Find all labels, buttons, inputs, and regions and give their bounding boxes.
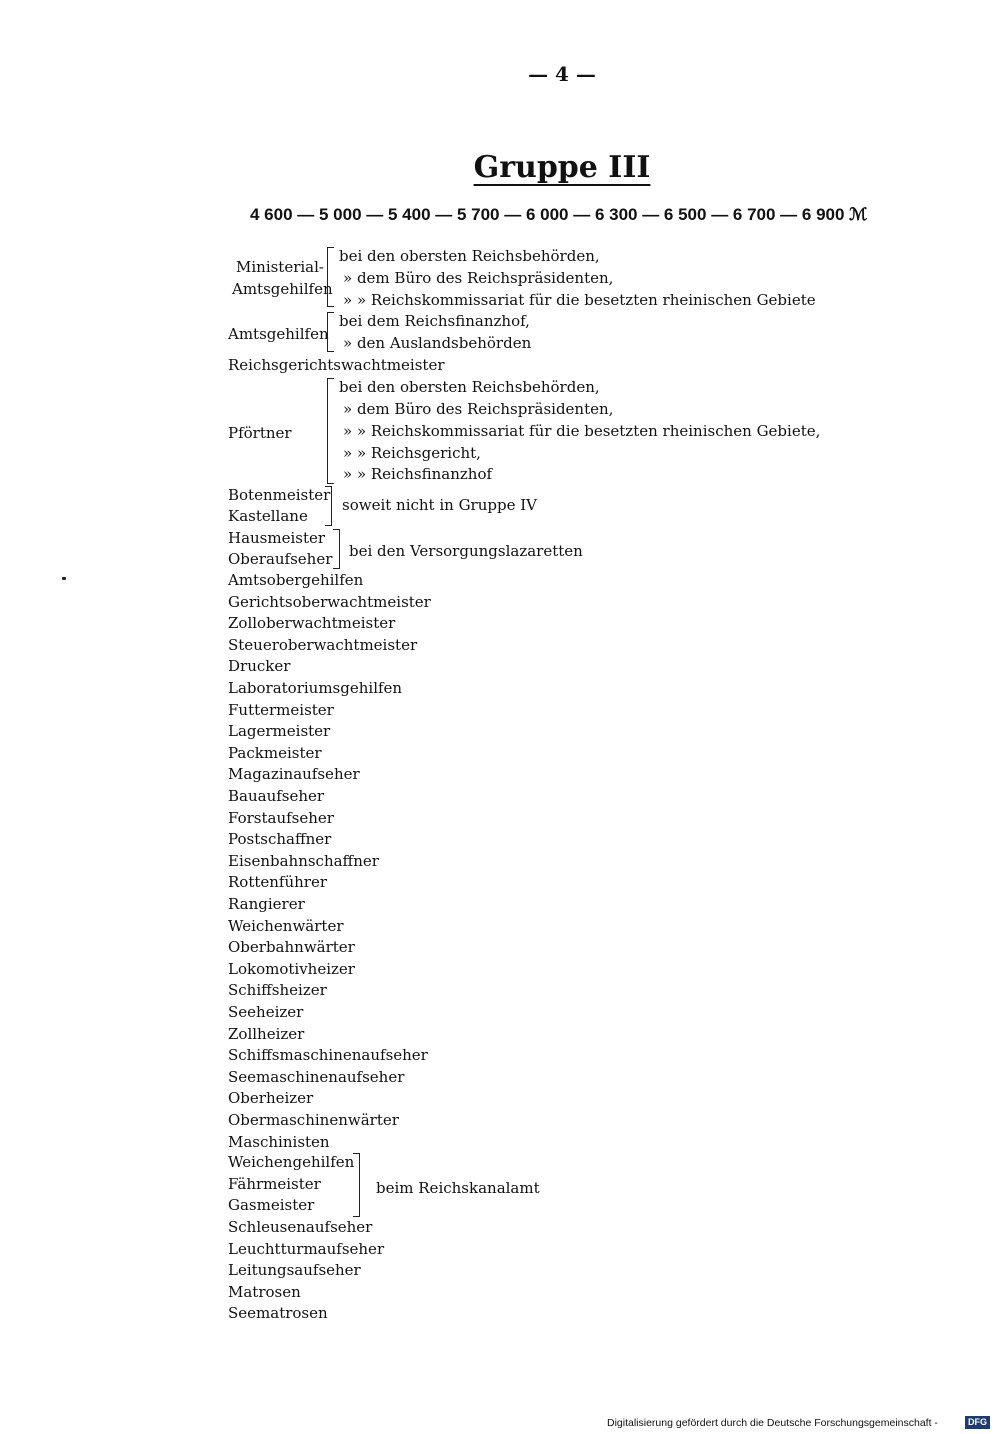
job-title: Schiffsheizer bbox=[228, 981, 327, 1000]
job-title: Postschaffner bbox=[228, 830, 332, 849]
gasmeister-label: Gasmeister bbox=[228, 1196, 315, 1214]
job-title: Oberbahnwärter bbox=[228, 938, 355, 957]
pfoertner-label: Pförtner bbox=[228, 424, 292, 442]
job-title: Seeheizer bbox=[228, 1003, 304, 1021]
amtsgehilfen-brace bbox=[327, 312, 334, 352]
page-number: — 4 — bbox=[528, 62, 596, 86]
botenmeister-note: soweit nicht in Gruppe IV bbox=[342, 496, 537, 514]
salary-scale: 4 600 — 5 000 — 5 400 — 5 700 — 6 000 — 6 300 — 6 500 — 6 700 — 6 900 ℳ bbox=[250, 205, 868, 224]
hausmeister-brace bbox=[333, 529, 340, 569]
job-title: Lagermeister bbox=[228, 722, 331, 741]
job-title: Eisenbahnschaffner bbox=[228, 851, 379, 870]
job-title: Laboratoriumsgehilfen bbox=[228, 679, 403, 697]
job-title: Schleusenaufseher bbox=[228, 1218, 373, 1236]
pfoertner-line-3: » » Reichskommissariat für die besetzten rheinischen Gebiete, bbox=[343, 422, 821, 440]
job-title: Gerichtsoberwachtmeister bbox=[228, 592, 431, 611]
hausmeister-note: bei den Versorgungslazaretten bbox=[349, 542, 583, 560]
job-title: Weichenwärter bbox=[228, 916, 344, 935]
job-title: Schiffsmaschinenaufseher bbox=[228, 1046, 428, 1065]
page-title: Gruppe III bbox=[473, 150, 651, 185]
ministerial-line-2: » dem Büro des Reichspräsidenten, bbox=[343, 269, 614, 287]
job-title: Packmeister bbox=[228, 743, 322, 762]
job-title: Drucker bbox=[228, 657, 291, 676]
job-title: Zollheizer bbox=[228, 1024, 305, 1043]
amtsgehilfen-line-1: bei dem Reichsfinanzhof, bbox=[339, 312, 530, 330]
job-title: Oberheizer bbox=[228, 1089, 314, 1108]
job-title: Futtermeister bbox=[228, 700, 334, 719]
kanalamt-note: beim Reichskanalamt bbox=[376, 1179, 540, 1197]
job-title: Obermaschinenwärter bbox=[228, 1111, 399, 1129]
ministerial-line-3: » » Reichskommissariat für die besetzten rheinischen Gebiete bbox=[343, 291, 816, 309]
job-title: Leuchtturmaufseher bbox=[228, 1239, 385, 1258]
job-title: Maschinisten bbox=[228, 1132, 330, 1151]
pfoertner-line-2: » dem Büro des Reichspräsidenten, bbox=[343, 400, 614, 418]
job-title: Forstaufseher bbox=[228, 808, 334, 827]
job-title: Bauaufseher bbox=[228, 787, 325, 805]
pfoertner-line-1: bei den obersten Reichsbehörden, bbox=[339, 378, 600, 396]
dfg-logo: DFG bbox=[965, 1416, 990, 1429]
ministerial-label-2: Amtsgehilfen bbox=[232, 280, 333, 298]
amtsgehilfen-line-2: » den Auslandsbehörden bbox=[343, 334, 532, 352]
job-title: Lokomotivheizer bbox=[228, 959, 355, 978]
footer-credit: Digitalisierung gefördert durch die Deutsche Forschungsgemeinschaft - bbox=[607, 1417, 938, 1429]
job-title: Magazinaufseher bbox=[228, 765, 360, 784]
job-title: Rangierer bbox=[228, 895, 305, 913]
job-title: Zolloberwachtmeister bbox=[228, 614, 396, 633]
faehrmeister-label: Fährmeister bbox=[228, 1175, 321, 1193]
ministerial-label-1: Ministerial- bbox=[236, 258, 324, 276]
job-title: Rottenführer bbox=[228, 873, 328, 892]
amtsgehilfen-label: Amtsgehilfen bbox=[228, 325, 329, 343]
weichengehilfen-label: Weichengehilfen bbox=[228, 1153, 355, 1171]
job-title: Seematrosen bbox=[228, 1304, 328, 1322]
job-title: Steueroberwachtmeister bbox=[228, 635, 418, 654]
pfoertner-line-4: » » Reichsgericht, bbox=[343, 444, 481, 462]
oberaufseher-label: Oberaufseher bbox=[228, 550, 333, 568]
hausmeister-label: Hausmeister bbox=[228, 529, 326, 547]
reichsgerichtswachtmeister: Reichsgerichtswachtmeister bbox=[228, 356, 445, 374]
job-title: Amtsobergehilfen bbox=[228, 571, 364, 589]
ministerial-line-1: bei den obersten Reichsbehörden, bbox=[339, 247, 600, 265]
botenmeister-brace bbox=[325, 486, 332, 526]
pfoertner-brace bbox=[327, 378, 334, 484]
pfoertner-line-5: » » Reichsfinanzhof bbox=[343, 465, 493, 483]
job-title: Leitungsaufseher bbox=[228, 1261, 361, 1279]
scan-speck bbox=[62, 577, 66, 580]
ministerial-brace bbox=[327, 247, 334, 307]
job-title: Matrosen bbox=[228, 1282, 301, 1301]
job-title: Seemaschinenaufseher bbox=[228, 1067, 405, 1086]
kanalamt-brace bbox=[353, 1153, 360, 1217]
botenmeister-label: Botenmeister bbox=[228, 486, 331, 504]
kastellane-label: Kastellane bbox=[228, 507, 308, 525]
